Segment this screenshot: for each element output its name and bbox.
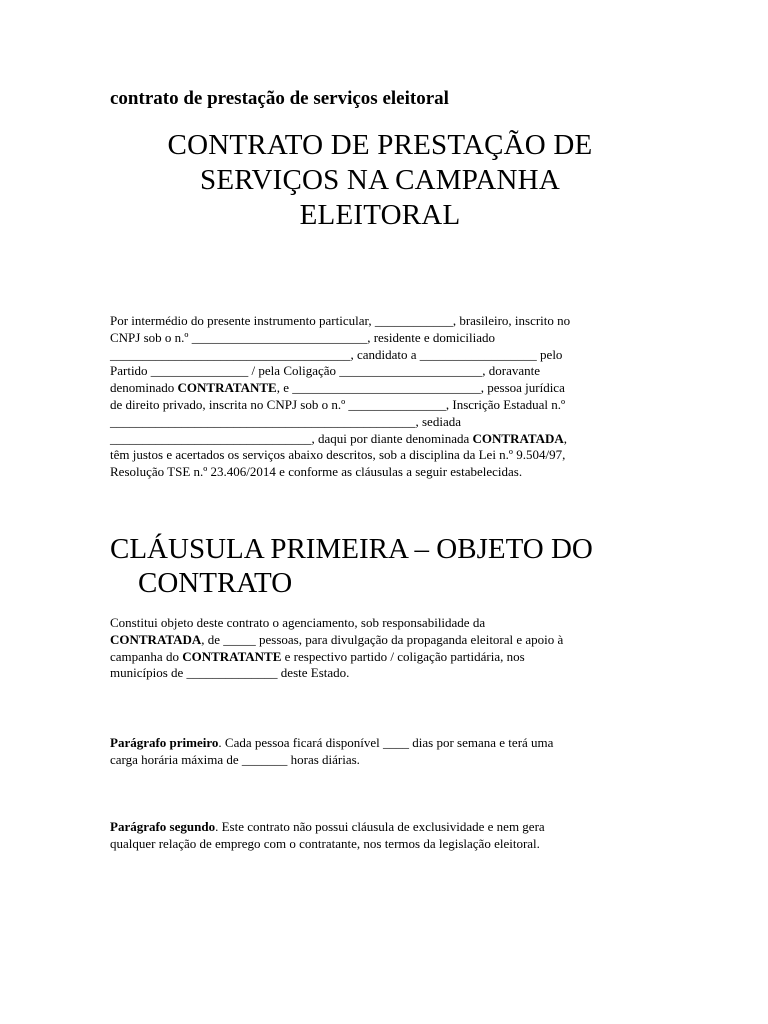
clause-1-heading-line-1: CLÁUSULA PRIMEIRA – OBJETO DO <box>110 533 593 565</box>
clause-text: campanha do <box>110 648 183 664</box>
document-title: contrato de prestação de serviços eleitoral <box>110 88 449 109</box>
intro-paragraph <box>110 313 650 481</box>
intro-text: , e _____________________________, pessoa jurídica <box>276 380 565 396</box>
clause-line: municípios de ______________ deste Estado. <box>110 665 350 681</box>
intro-line: _______________________________________________, sediada <box>110 413 461 429</box>
contratante-term: CONTRATANTE <box>182 648 282 664</box>
intro-text: _______________________________, daqui por diante denominada <box>110 430 473 446</box>
intro-line <box>110 380 650 397</box>
clause-text: e respectivo partido / coligação partidária, nos <box>281 648 525 664</box>
intro-line: Resolução TSE n.º 23.406/2014 e conforme as cláusulas a seguir estabelecidas. <box>110 464 523 480</box>
paragraph-label: Parágrafo segundo <box>110 819 216 834</box>
paragraph-line <box>110 819 650 836</box>
clause-line <box>110 632 650 649</box>
main-heading-line-3: ELEITORAL <box>299 199 461 231</box>
paragraph-line: carga horária máxima de _______ horas diárias. <box>110 751 360 767</box>
main-heading-line-2: SERVIÇOS NA CAMPANHA <box>200 164 560 196</box>
paragraph-text: . Cada pessoa ficará disponível ____ dias por semana e terá uma <box>218 735 554 750</box>
paragraph-primeiro <box>110 735 650 769</box>
paragraph-text: . Este contrato não possui cláusula de exclusividade e nem gera <box>215 819 545 834</box>
intro-line: Partido _______________ / pela Coligação ______________________, doravante <box>110 363 541 379</box>
clause-line <box>110 649 650 666</box>
intro-line: de direito privado, inscrita no CNPJ sob o n.º _______________, Inscrição Estadual n.º <box>110 396 566 412</box>
paragraph-line: qualquer relação de emprego com o contratante, nos termos da legislação eleitoral. <box>110 835 540 851</box>
contratada-term: CONTRATADA <box>110 631 202 647</box>
intro-text: , <box>563 430 568 446</box>
contratada-term: CONTRATADA <box>472 430 564 446</box>
intro-line: _____________________________________, candidato a __________________ pelo <box>110 346 563 362</box>
clause-line: Constitui objeto deste contrato o agenciamento, sob responsabilidade da <box>110 615 486 630</box>
intro-line <box>110 431 650 448</box>
main-heading-line-1: CONTRATO DE PRESTAÇÃO DE <box>167 129 593 161</box>
contract-main-heading <box>110 128 650 233</box>
intro-text: denominado <box>110 380 178 396</box>
intro-line: têm justos e acertados os serviços abaixo descritos, sob a disciplina da Lei n.º 9.504/97, <box>110 447 566 463</box>
clause-1-body <box>110 615 650 682</box>
intro-line: Por intermédio do presente instrumento particular, ____________, brasileiro, inscrito no <box>110 313 571 328</box>
paragraph-line <box>110 735 650 752</box>
contratante-term: CONTRATANTE <box>177 380 277 396</box>
clause-1-heading-line-2: CONTRATO <box>138 567 293 599</box>
paragraph-label: Parágrafo primeiro <box>110 735 219 750</box>
clause-text: , de _____ pessoas, para divulgação da propaganda eleitoral e apoio à <box>201 631 564 647</box>
paragraph-segundo <box>110 819 650 853</box>
intro-line: CNPJ sob o n.º ___________________________, residente e domiciliado <box>110 329 495 345</box>
clause-1-heading <box>110 532 593 600</box>
